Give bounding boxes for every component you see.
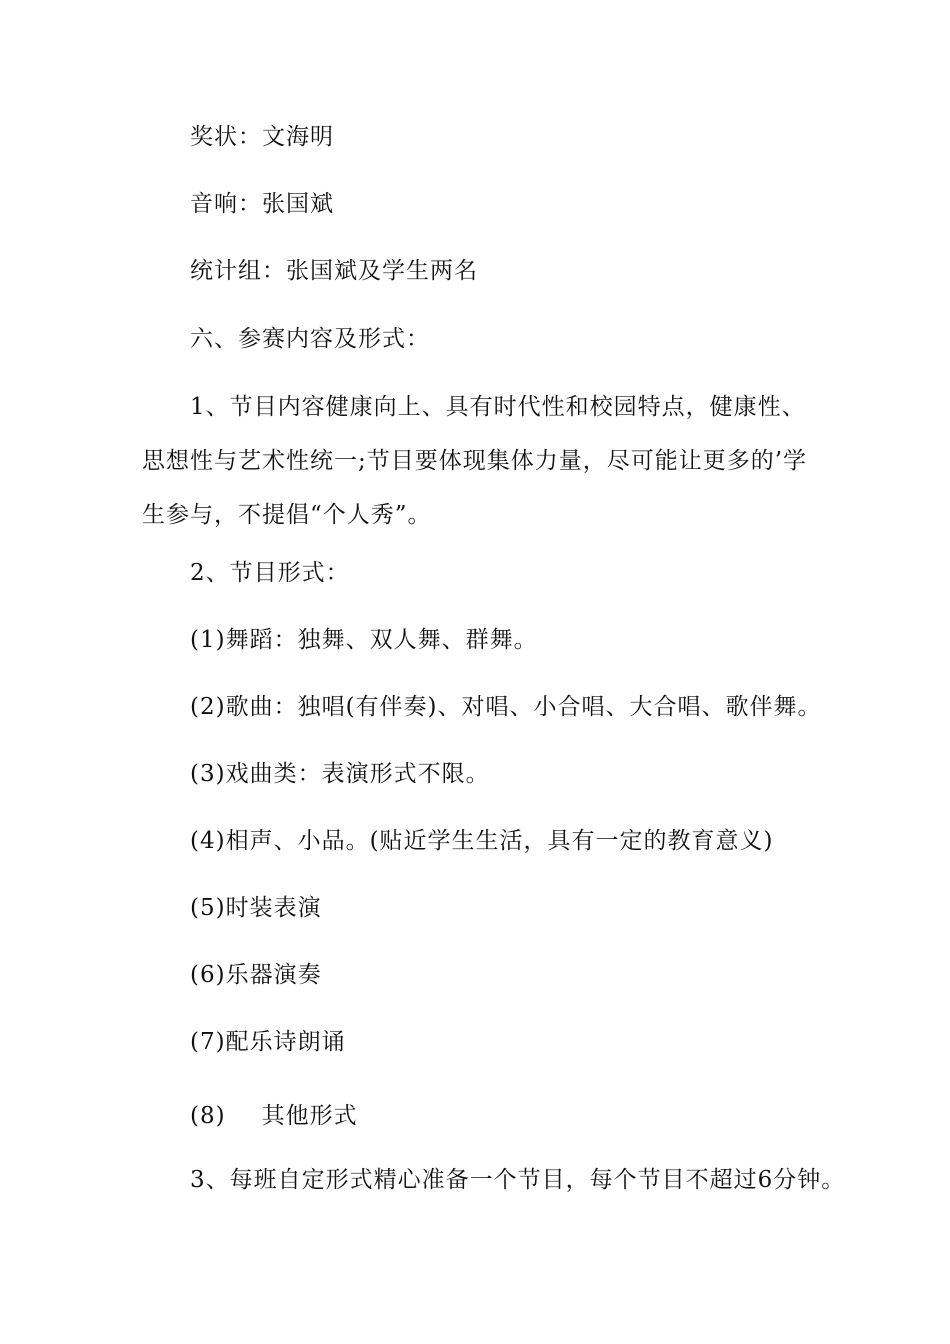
paragraph-class-program: 3、每班自定形式精心准备一个节目，每个节目不超过6分钟。 [190, 1167, 846, 1193]
list-item-opera: (3)戏曲类：表演形式不限。 [190, 761, 490, 787]
program-forms-heading: 2、节目形式： [190, 560, 350, 586]
list-item-number: (8) [190, 1103, 226, 1129]
list-item-poetry: (7)配乐诗朗诵 [190, 1029, 346, 1055]
list-item-other [190, 1101, 358, 1131]
audio-line: 音响：张国斌 [190, 191, 334, 217]
list-item-dance: (1)舞蹈：独舞、双人舞、群舞。 [190, 627, 538, 653]
section-heading: 六、参赛内容及形式： [190, 326, 430, 352]
paragraph-content-requirements: 1、节目内容健康向上、具有时代性和校园特点，健康性、思想性与艺术性统一;节目要体现集体力量，尽可能让更多的’学生参与，不提倡“个人秀”。 [142, 394, 808, 528]
list-item-song: (2)歌曲：独唱(有伴奏)、对唱、小合唱、大合唱、歌伴舞。 [190, 694, 822, 720]
list-item-label: 其他形式 [261, 1103, 358, 1129]
list-item-instrument: (6)乐器演奏 [190, 962, 322, 988]
list-item-crosstalk: (4)相声、小品。(贴近学生生活，具有一定的教育意义) [190, 828, 774, 854]
statistics-group-line: 统计组：张国斌及学生两名 [190, 258, 478, 284]
award-line: 奖状：文海明 [190, 124, 334, 150]
list-item-fashion: (5)时装表演 [190, 895, 322, 921]
